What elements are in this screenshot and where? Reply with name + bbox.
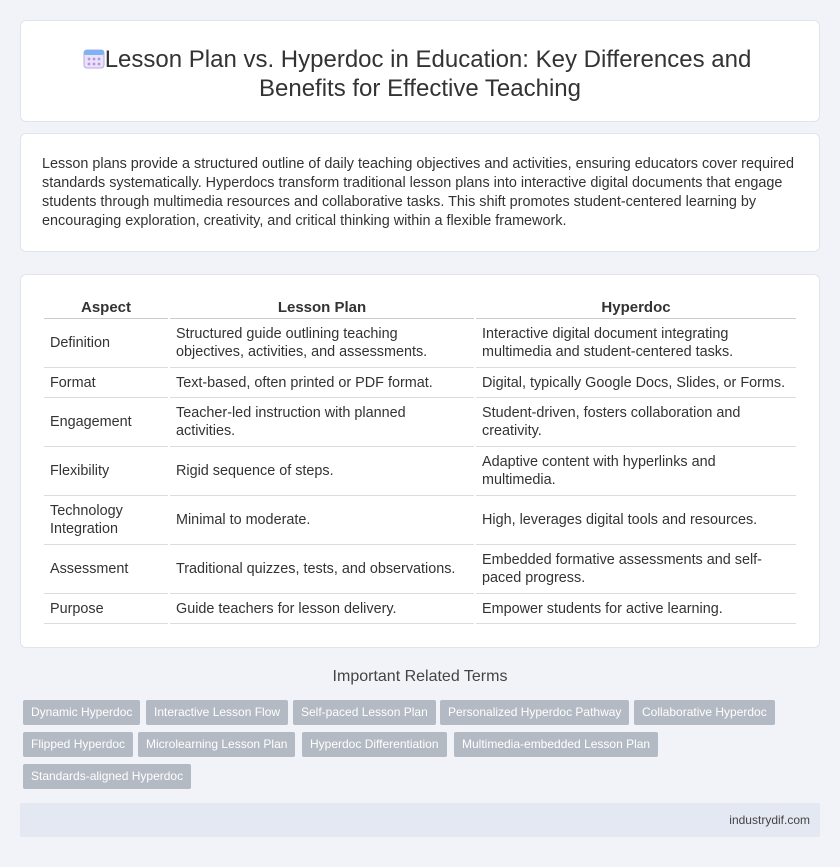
table-cell: Interactive digital document integrating multimedia and student-centered tasks. <box>476 319 796 368</box>
table-cell: High, leverages digital tools and resources. <box>476 496 796 545</box>
table-cell: Digital, typically Google Docs, Slides, or Forms. <box>476 368 796 398</box>
table-row <box>44 319 796 368</box>
table-cell: Rigid sequence of steps. <box>170 447 474 496</box>
table-row <box>44 368 796 398</box>
column-header-aspect: Aspect <box>44 297 168 319</box>
tag-collaborative-hyperdoc[interactable]: Collaborative Hyperdoc <box>634 700 775 725</box>
footer <box>20 803 820 837</box>
table-cell: Flexibility <box>44 447 168 496</box>
page-title <box>21 45 819 103</box>
table-cell: Embedded formative assessments and self-paced progress. <box>476 545 796 594</box>
table-cell: Text-based, often printed or PDF format. <box>170 368 474 398</box>
table-cell: Guide teachers for lesson delivery. <box>170 594 474 624</box>
intro-paragraph: Lesson plans provide a structured outline of daily teaching objectives and activities, ensuring educators cover required standards systematically. Hyperdocs transform traditional lesson plans into interactive digital documents that engage students through multimedia resources and collaborative tasks. This shift promotes student-centered learning by encouraging exploration, creativity, and critical thinking within a flexible framework. <box>42 156 794 229</box>
table-row <box>44 594 796 624</box>
table-cell: Minimal to moderate. <box>170 496 474 545</box>
column-header-lesson-plan: Lesson Plan <box>170 297 474 319</box>
table-cell: Purpose <box>44 594 168 624</box>
footer-site-link[interactable]: industrydif.com <box>729 813 810 827</box>
table-cell: Structured guide outlining teaching objectives, activities, and assessments. <box>170 319 474 368</box>
comparison-table <box>42 297 798 624</box>
tag-self-paced-lesson-plan[interactable]: Self-paced Lesson Plan <box>293 700 436 725</box>
tag-multimedia-embedded-lesson-plan[interactable]: Multimedia-embedded Lesson Plan <box>454 732 658 757</box>
table-cell: Format <box>44 368 168 398</box>
table-row <box>44 496 796 545</box>
tag-interactive-lesson-flow[interactable]: Interactive Lesson Flow <box>146 700 288 725</box>
related-terms-title: Important Related Terms <box>332 668 508 685</box>
table-row <box>44 447 796 496</box>
table-cell: Student-driven, fosters collaboration and creativity. <box>476 398 796 447</box>
column-header-hyperdoc: Hyperdoc <box>476 297 796 319</box>
table-row <box>44 545 796 594</box>
table-cell: Definition <box>44 319 168 368</box>
table-cell: Traditional quizzes, tests, and observations. <box>170 545 474 594</box>
page-title-line1: Lesson Plan vs. Hyperdoc in Education: Key Differences and <box>104 46 752 73</box>
table-cell: Adaptive content with hyperlinks and multimedia. <box>476 447 796 496</box>
table-cell: Teacher-led instruction with planned activities. <box>170 398 474 447</box>
table-cell: Engagement <box>44 398 168 447</box>
table-cell: Empower students for active learning. <box>476 594 796 624</box>
tag-personalized-hyperdoc-pathway[interactable]: Personalized Hyperdoc Pathway <box>440 700 629 725</box>
table-row <box>44 398 796 447</box>
tag-standards-aligned-hyperdoc[interactable]: Standards-aligned Hyperdoc <box>23 764 191 789</box>
tag-dynamic-hyperdoc[interactable]: Dynamic Hyperdoc <box>23 700 140 725</box>
comparison-table-card <box>20 274 820 648</box>
tag-flipped-hyperdoc[interactable]: Flipped Hyperdoc <box>23 732 133 757</box>
page-title-line2: Benefits for Effective Teaching <box>259 75 581 102</box>
tag-microlearning-lesson-plan[interactable]: Microlearning Lesson Plan <box>138 732 295 757</box>
title-card <box>20 20 820 122</box>
table-cell: Technology Integration <box>44 496 168 545</box>
intro-card <box>20 133 820 252</box>
table-cell: Assessment <box>44 545 168 594</box>
tag-hyperdoc-differentiation[interactable]: Hyperdoc Differentiation <box>302 732 447 757</box>
